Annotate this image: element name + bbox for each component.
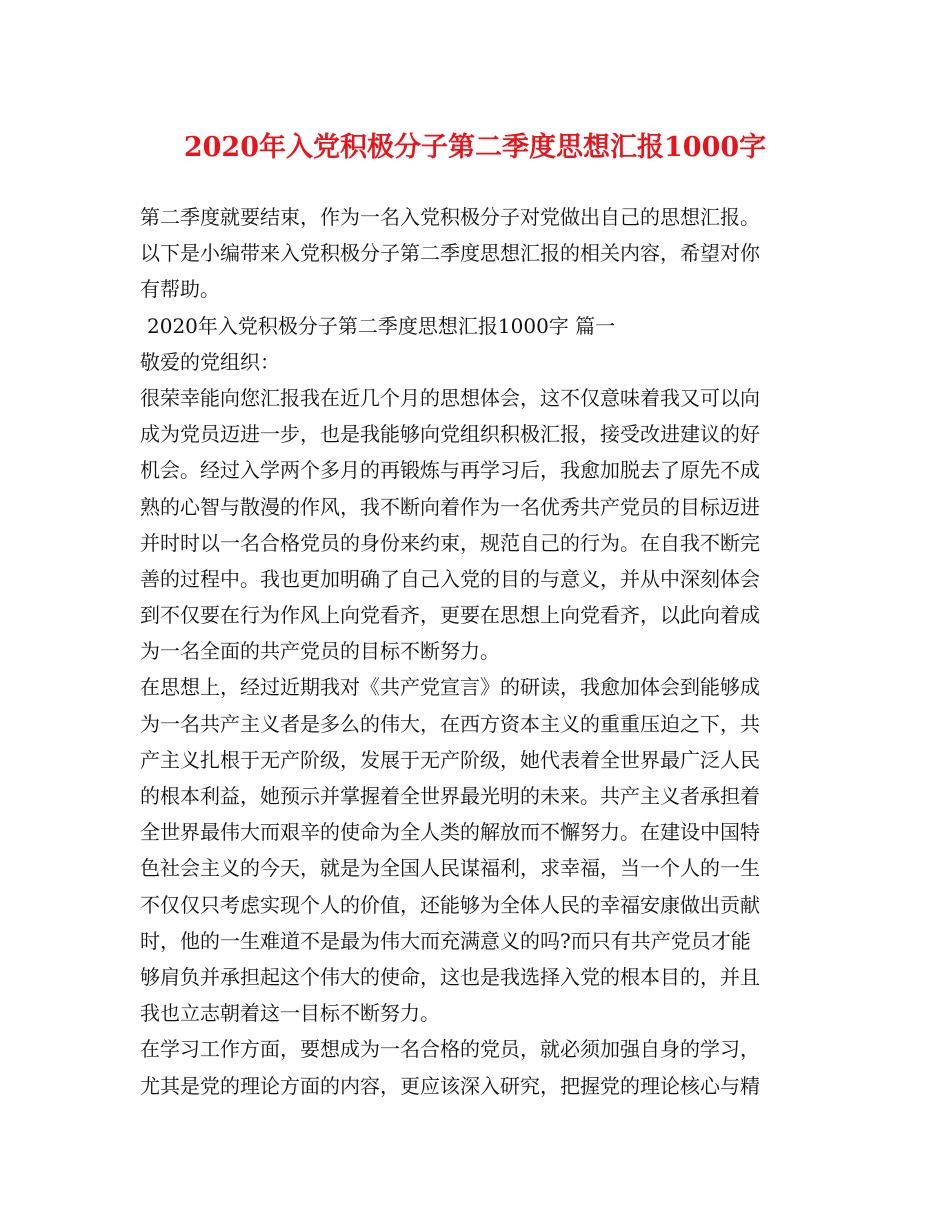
body-line: 很荣幸能向您汇报我在近几个月的思想体会，这不仅意味着我又可以向 bbox=[140, 385, 760, 410]
body-line: 产主义扎根于无产阶级，发展于无产阶级，她代表着全世界最广泛人民 bbox=[140, 747, 760, 772]
body-line: 机会。经过入学两个多月的再锻炼与再学习后，我愈加脱去了原先不成 bbox=[140, 458, 760, 483]
body-line: 够肩负并承担起这个伟大的使命，这也是我选择入党的根本目的，并且 bbox=[140, 964, 760, 989]
body-line: 在学习工作方面，要想成为一名合格的党员，就必须加强自身的学习， bbox=[140, 1037, 760, 1062]
salutation: 敬爱的党组织： bbox=[140, 349, 280, 374]
body-line: 的根本利益，她预示并掌握着全世界最光明的未来。共产主义者承担着 bbox=[140, 784, 760, 808]
body-line: 我也立志朝着这一目标不断努力。 bbox=[140, 1001, 440, 1026]
body-line: 全世界最伟大而艰辛的使命为全人类的解放而不懈努力。在建设中国特 bbox=[140, 820, 760, 845]
body-line: 成为党员迈进一步，也是我能够向党组织积极汇报，接受改进建议的好 bbox=[140, 422, 760, 447]
body-line: 不仅仅只考虑实现个人的价值，还能够为全体人民的幸福安康做出贡献 bbox=[140, 892, 760, 917]
body-line: 在思想上，经过近期我对《共产党宣言》的研读，我愈加体会到能够成 bbox=[140, 675, 760, 700]
document-body bbox=[140, 199, 830, 1104]
body-line: 以下是小编带来入党积极分子第二季度思想汇报的相关内容，希望对你 bbox=[140, 241, 760, 266]
body-line: 熟的心智与散漫的作风，我不断向着作为一名优秀共产党员的目标迈进 bbox=[140, 494, 760, 519]
body-line: 第二季度就要结束，作为一名入党积极分子对党做出自己的思想汇报。 bbox=[140, 205, 760, 229]
body-line: 到不仅要在行为作风上向党看齐，更要在思想上向党看齐，以此向着成 bbox=[140, 603, 760, 628]
body-line: 尤其是党的理论方面的内容，更应该深入研究，把握党的理论核心与精 bbox=[140, 1073, 760, 1098]
body-line: 并时时以一名合格党员的身份来约束，规范自己的行为。在自我不断完 bbox=[140, 530, 760, 555]
body-line: 善的过程中。我也更加明确了自己入党的目的与意义，并从中深刻体会 bbox=[140, 566, 760, 591]
page-title: 2020年入党积极分子第二季度思想汇报1000字 bbox=[183, 132, 767, 163]
body-line: 为一名全面的共产党员的目标不断努力。 bbox=[140, 639, 500, 664]
body-line: 时，他的一生难道不是最为伟大而充满意义的吗?而只有共产党员才能 bbox=[140, 928, 751, 953]
body-line: 有帮助。 bbox=[140, 277, 220, 302]
body-line: 色社会主义的今天，就是为全国人民谋福利，求幸福，当一个人的一生 bbox=[140, 856, 760, 881]
section-heading: 2020年入党积极分子第二季度思想汇报1000字 篇一 bbox=[147, 313, 616, 338]
body-line: 为一名共产主义者是多么的伟大，在西方资本主义的重重压迫之下，共 bbox=[140, 711, 760, 736]
